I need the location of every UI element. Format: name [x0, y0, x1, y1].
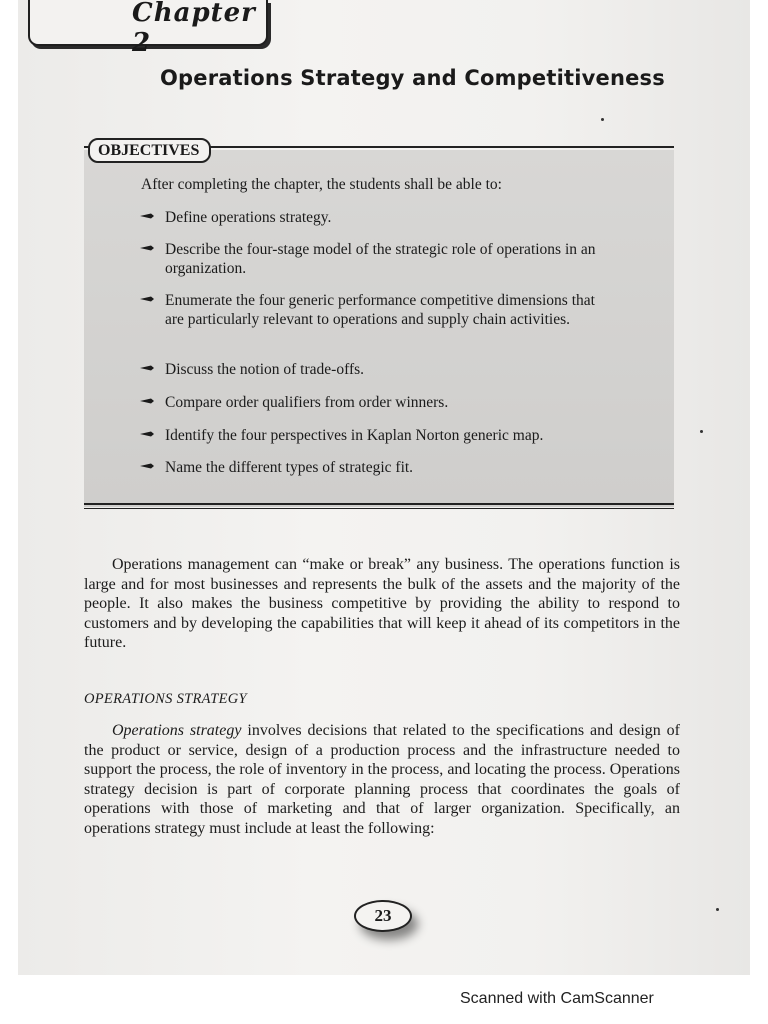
objective-text: Enumerate the four generic performance competitive dimensions that are particularly relevant to operations and supply chain activities.	[165, 292, 595, 328]
objective-text: Define operations strategy.	[165, 209, 332, 226]
pen-bullet-icon	[140, 296, 154, 302]
objective-item	[140, 426, 610, 445]
objective-item	[140, 393, 610, 412]
page-number: 23	[354, 900, 412, 932]
objectives-intro: After completing the chapter, the students shall be able to:	[141, 176, 502, 193]
scanner-watermark: Scanned with CamScanner	[460, 990, 654, 1007]
pen-bullet-icon	[140, 365, 154, 371]
section-term: Operations strategy	[112, 722, 242, 739]
intro-paragraph	[84, 555, 680, 653]
scan-speck	[601, 118, 604, 121]
objective-text: Name the different types of strategic fit.	[165, 459, 414, 476]
chapter-label: Chapter 2	[132, 0, 256, 58]
objective-text: Discuss the notion of trade-offs.	[165, 361, 365, 378]
page-title: Operations Strategy and Competitiveness	[160, 66, 665, 90]
objective-item	[140, 291, 610, 329]
chapter-tab	[28, 0, 268, 58]
intro-paragraph-text: Operations management can “make or break” any business. The operations function is large and for most businesses and represents the bulk of the assets and the majority of the people. It also makes the business competitive by providing the ability to respond to customers and by developing the capabilities that will keep it ahead of its competitors in the future.	[84, 556, 680, 651]
pen-bullet-icon	[140, 463, 154, 469]
pen-bullet-icon	[140, 213, 154, 219]
objectives-label: OBJECTIVES	[88, 138, 211, 163]
objective-text: Identify the four perspectives in Kaplan Norton generic map.	[165, 427, 544, 444]
objective-text: Describe the four-stage model of the strategic role of operations in an organization.	[165, 241, 596, 277]
objective-item	[140, 458, 610, 477]
pen-bullet-icon	[140, 431, 154, 437]
objective-item	[140, 240, 610, 278]
section-body-text: involves decisions that related to the specifications and design of the product or service, design of a production process and the infrastructure needed to support the process, the role of inventory in the process, and locating the process. Operations strategy decision is part of corporate planning process that coordinates the goals of operations with those of marketing and that of larger organization. Specifically, an operations strategy must include at least the following:	[84, 722, 681, 837]
objectives-bottom-rule	[84, 503, 674, 509]
objective-item	[140, 208, 610, 227]
objective-item	[140, 360, 610, 379]
section-heading: OPERATIONS STRATEGY	[84, 691, 247, 707]
scan-speck	[716, 908, 719, 911]
section-paragraph	[84, 721, 680, 838]
scan-speck	[700, 430, 703, 433]
pen-bullet-icon	[140, 245, 154, 251]
objective-text: Compare order qualifiers from order winners.	[165, 394, 449, 411]
pen-bullet-icon	[140, 398, 154, 404]
